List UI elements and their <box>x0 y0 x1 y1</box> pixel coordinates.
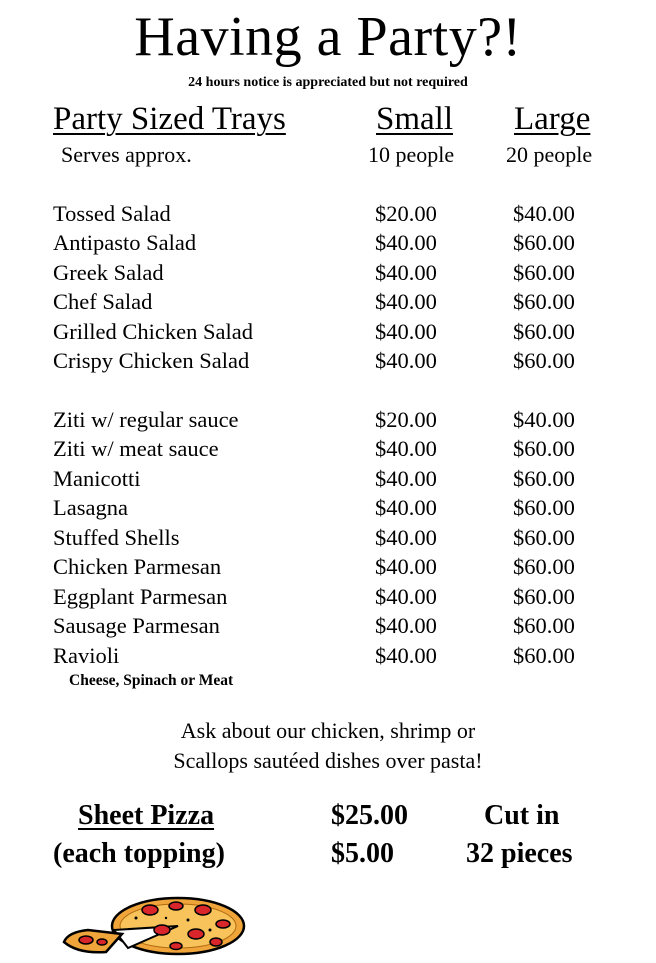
large-price: $60.00 <box>513 436 575 461</box>
item-name: Sausage Parmesan <box>53 613 220 638</box>
ravioli-note: Cheese, Spinach or Meat <box>69 672 234 689</box>
cut-line-2: 32 pieces <box>466 838 573 869</box>
item-name: Chicken Parmesan <box>53 554 222 579</box>
large-price: $40.00 <box>513 201 575 226</box>
large-price: $60.00 <box>513 525 575 550</box>
large-price: $60.00 <box>513 554 575 579</box>
large-price: $60.00 <box>513 466 575 491</box>
small-price: $40.00 <box>375 466 437 491</box>
topping-price: $5.00 <box>331 838 394 869</box>
ask-line-2: Scallops sautéed dishes over pasta! <box>173 748 483 773</box>
item-name: Ziti w/ regular sauce <box>53 407 239 432</box>
small-price: $20.00 <box>375 201 437 226</box>
item-name: Manicotti <box>53 466 141 491</box>
item-name: Ziti w/ meat sauce <box>53 436 219 461</box>
menu-row <box>0 287 656 316</box>
item-name: Lasagna <box>53 495 128 520</box>
large-price: $60.00 <box>513 319 575 344</box>
topping-label: (each topping) <box>53 838 225 869</box>
pizza-price: $25.00 <box>331 800 408 831</box>
pizza-icon <box>58 890 248 960</box>
menu-row <box>0 641 656 670</box>
trays-header: Party Sized Trays <box>53 101 286 137</box>
cut-line-1: Cut in <box>484 800 560 831</box>
ask-about-text <box>0 716 656 776</box>
small-price: $40.00 <box>375 613 437 638</box>
menu-row <box>0 523 656 552</box>
item-name: Chef Salad <box>53 289 153 314</box>
large-price: $60.00 <box>513 348 575 373</box>
small-price: $40.00 <box>375 584 437 609</box>
large-price: $60.00 <box>513 289 575 314</box>
menu-row <box>0 434 656 463</box>
page-title: Having a Party?! <box>134 6 522 68</box>
item-name: Greek Salad <box>53 260 164 285</box>
small-price: $40.00 <box>375 260 437 285</box>
item-name: Tossed Salad <box>53 201 171 226</box>
small-serves: 10 people <box>368 142 455 167</box>
small-price: $40.00 <box>375 230 437 255</box>
large-price: $60.00 <box>513 260 575 285</box>
large-price: $60.00 <box>513 495 575 520</box>
item-name: Antipasto Salad <box>53 230 197 255</box>
item-name: Crispy Chicken Salad <box>53 348 250 373</box>
small-price: $40.00 <box>375 319 437 344</box>
menu-row <box>0 317 656 346</box>
notice-text: 24 hours notice is appreciated but not required <box>188 75 468 90</box>
item-name: Ravioli <box>53 643 120 668</box>
large-serves: 20 people <box>506 142 593 167</box>
large-header: Large <box>514 101 591 137</box>
ask-line-1: Ask about our chicken, shrimp or <box>180 718 476 743</box>
item-name: Stuffed Shells <box>53 525 180 550</box>
menu-row <box>0 552 656 581</box>
large-price: $60.00 <box>513 230 575 255</box>
menu-row <box>0 228 656 257</box>
menu-row <box>0 199 656 228</box>
sheet-pizza-label: Sheet Pizza <box>78 800 215 831</box>
menu-row <box>0 611 656 640</box>
small-header: Small <box>376 101 454 137</box>
small-price: $40.00 <box>375 289 437 314</box>
serves-label: Serves approx. <box>61 142 192 167</box>
large-price: $60.00 <box>513 584 575 609</box>
menu-row <box>0 346 656 375</box>
large-price: $40.00 <box>513 407 575 432</box>
menu-row <box>0 493 656 522</box>
large-price: $60.00 <box>513 643 575 668</box>
menu-row <box>0 258 656 287</box>
small-price: $40.00 <box>375 348 437 373</box>
small-price: $40.00 <box>375 495 437 520</box>
large-price: $60.00 <box>513 613 575 638</box>
small-price: $20.00 <box>375 407 437 432</box>
menu-row <box>0 582 656 611</box>
small-price: $40.00 <box>375 554 437 579</box>
menu-row <box>0 405 656 434</box>
small-price: $40.00 <box>375 436 437 461</box>
menu-row <box>0 464 656 493</box>
small-price: $40.00 <box>375 643 437 668</box>
item-name: Grilled Chicken Salad <box>53 319 253 344</box>
small-price: $40.00 <box>375 525 437 550</box>
item-name: Eggplant Parmesan <box>53 584 228 609</box>
